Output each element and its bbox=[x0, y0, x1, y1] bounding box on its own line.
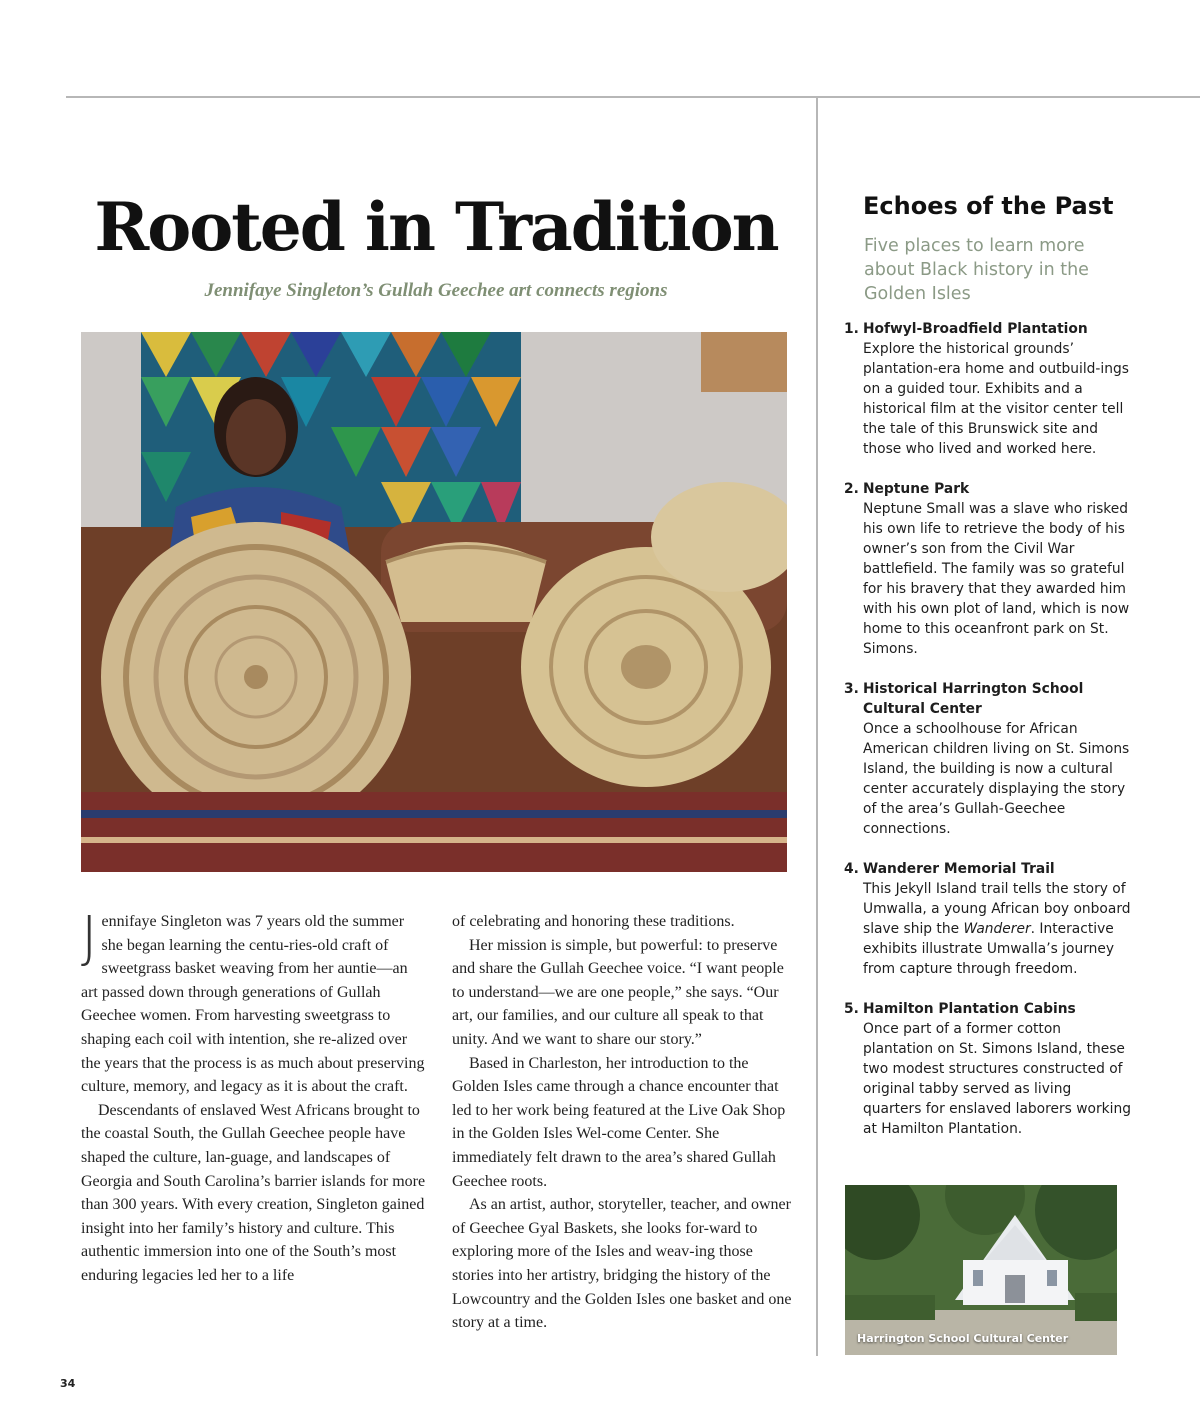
place-description: Explore the historical grounds’ plantation-era home and outbuild-ings on a guided tour. Exhibits and a historical film at the visitor center tell the tale of this Brunswick site and those who lived and worked here. bbox=[863, 341, 1129, 457]
top-rule bbox=[66, 96, 1200, 98]
article-column-1 bbox=[81, 905, 426, 1288]
place-name: Wanderer Memorial Trail bbox=[863, 861, 1055, 877]
place-description: This Jekyll Island trail tells the story of Umwalla, a young African boy onboard slave ship the Wanderer. Interactive exhibits illustrate Umwalla’s journey from capture through freedom. bbox=[863, 881, 1131, 977]
list-item bbox=[841, 679, 1131, 839]
sidebar-title: Echoes of the Past bbox=[863, 192, 1114, 220]
place-name: Hamilton Plantation Cabins bbox=[863, 1001, 1076, 1017]
article-title: Rooted in Tradition bbox=[94, 188, 778, 266]
places-list bbox=[841, 319, 1131, 1159]
article-paragraph: Her mission is simple, but powerful: to preserve and share the Gullah Geechee voice. “I want people to understand—we are one people,” she says. “Our art, our families, and our culture all speak to that unity. And we want to share our story.” bbox=[452, 936, 784, 1048]
place-description: Once a schoolhouse for African American children living on St. Simons Island, the building is now a cultural center accurately displaying the story of the area’s Gullah-Geechee connections. bbox=[863, 721, 1130, 837]
list-item bbox=[841, 999, 1131, 1139]
list-item bbox=[841, 479, 1131, 659]
sidebar-subtitle: Five places to learn more about Black history in the Golden Isles bbox=[864, 236, 1089, 304]
place-name: Historical Harrington School Cultural Center bbox=[863, 681, 1084, 717]
article-column-2 bbox=[452, 910, 792, 1335]
drop-cap: J bbox=[81, 905, 98, 970]
article-paragraph: Descendants of enslaved West Africans brought to the coastal South, the Gullah Geechee people have shaped the culture, lan-guage, and landscapes of Georgia and South Carolina’s barrier islands for more than 300 years. With every creation, Singleton gained insight into her family’s history and culture. This authentic immersion into one of the South’s most enduring legacies led her to a life bbox=[81, 1101, 426, 1284]
item-number: 4. bbox=[844, 861, 859, 877]
place-description: Neptune Small was a slave who risked his own life to retrieve the body of his owner’s son from the Civil War battlefield. The family was so grateful for his bravery that they awarded him with his own plot of land, which is now home to this oceanfront park on St. Simons. bbox=[863, 501, 1130, 657]
place-name: Neptune Park bbox=[863, 481, 970, 497]
place-name: Hofwyl-Broadfield Plantation bbox=[863, 321, 1088, 337]
ship-name: Wanderer bbox=[963, 921, 1031, 937]
place-description: Once part of a former cotton plantation on St. Simons Island, these two modest structures constructed of original tabby served as living quarters for enslaved laborers working at Hamilton Plantation. bbox=[863, 1021, 1131, 1137]
page-number: 34 bbox=[60, 1377, 76, 1390]
list-item bbox=[841, 319, 1131, 459]
item-number: 2. bbox=[844, 481, 859, 497]
item-number: 5. bbox=[844, 1001, 859, 1017]
item-number: 3. bbox=[844, 681, 859, 697]
article-paragraph: ennifaye Singleton was 7 years old the summer she began learning the centu-ries-old craft of sweetgrass basket weaving from her auntie—an art passed down through generations of Gullah Geechee women. From harvesting sweetgrass to shaping each coil with intention, she re-alized over the years that the process is as much about preserving culture, memory, and legacy as it is about the craft. bbox=[81, 913, 425, 1096]
column-rule bbox=[816, 96, 818, 1356]
main-photo-basket-artist bbox=[81, 332, 787, 872]
item-number: 1. bbox=[844, 321, 859, 337]
sidebar-photo-harrington-school bbox=[845, 1185, 1117, 1355]
article-paragraph: As an artist, author, storyteller, teacher, and owner of Geechee Gyal Baskets, she looks for-ward to exploring more of the Isles and weav-ing those stories into her artistry, bridging the history of the Lowcountry and the Golden Isles one basket and one story at a time. bbox=[452, 1196, 792, 1332]
article-paragraph: of celebrating and honoring these traditions. bbox=[452, 913, 735, 930]
list-item bbox=[841, 859, 1131, 979]
photo-caption: Harrington School Cultural Center bbox=[857, 1332, 1069, 1345]
article-paragraph: Based in Charleston, her introduction to the Golden Isles came through a chance encounter that led to her work being featured at the Live Oak Shop in the Golden Isles Wel-come Center. She immediately felt drawn to the area’s shared Gullah Geechee roots. bbox=[452, 1054, 786, 1190]
article-subtitle: Jennifaye Singleton’s Gullah Geechee art connects regions bbox=[204, 280, 668, 301]
